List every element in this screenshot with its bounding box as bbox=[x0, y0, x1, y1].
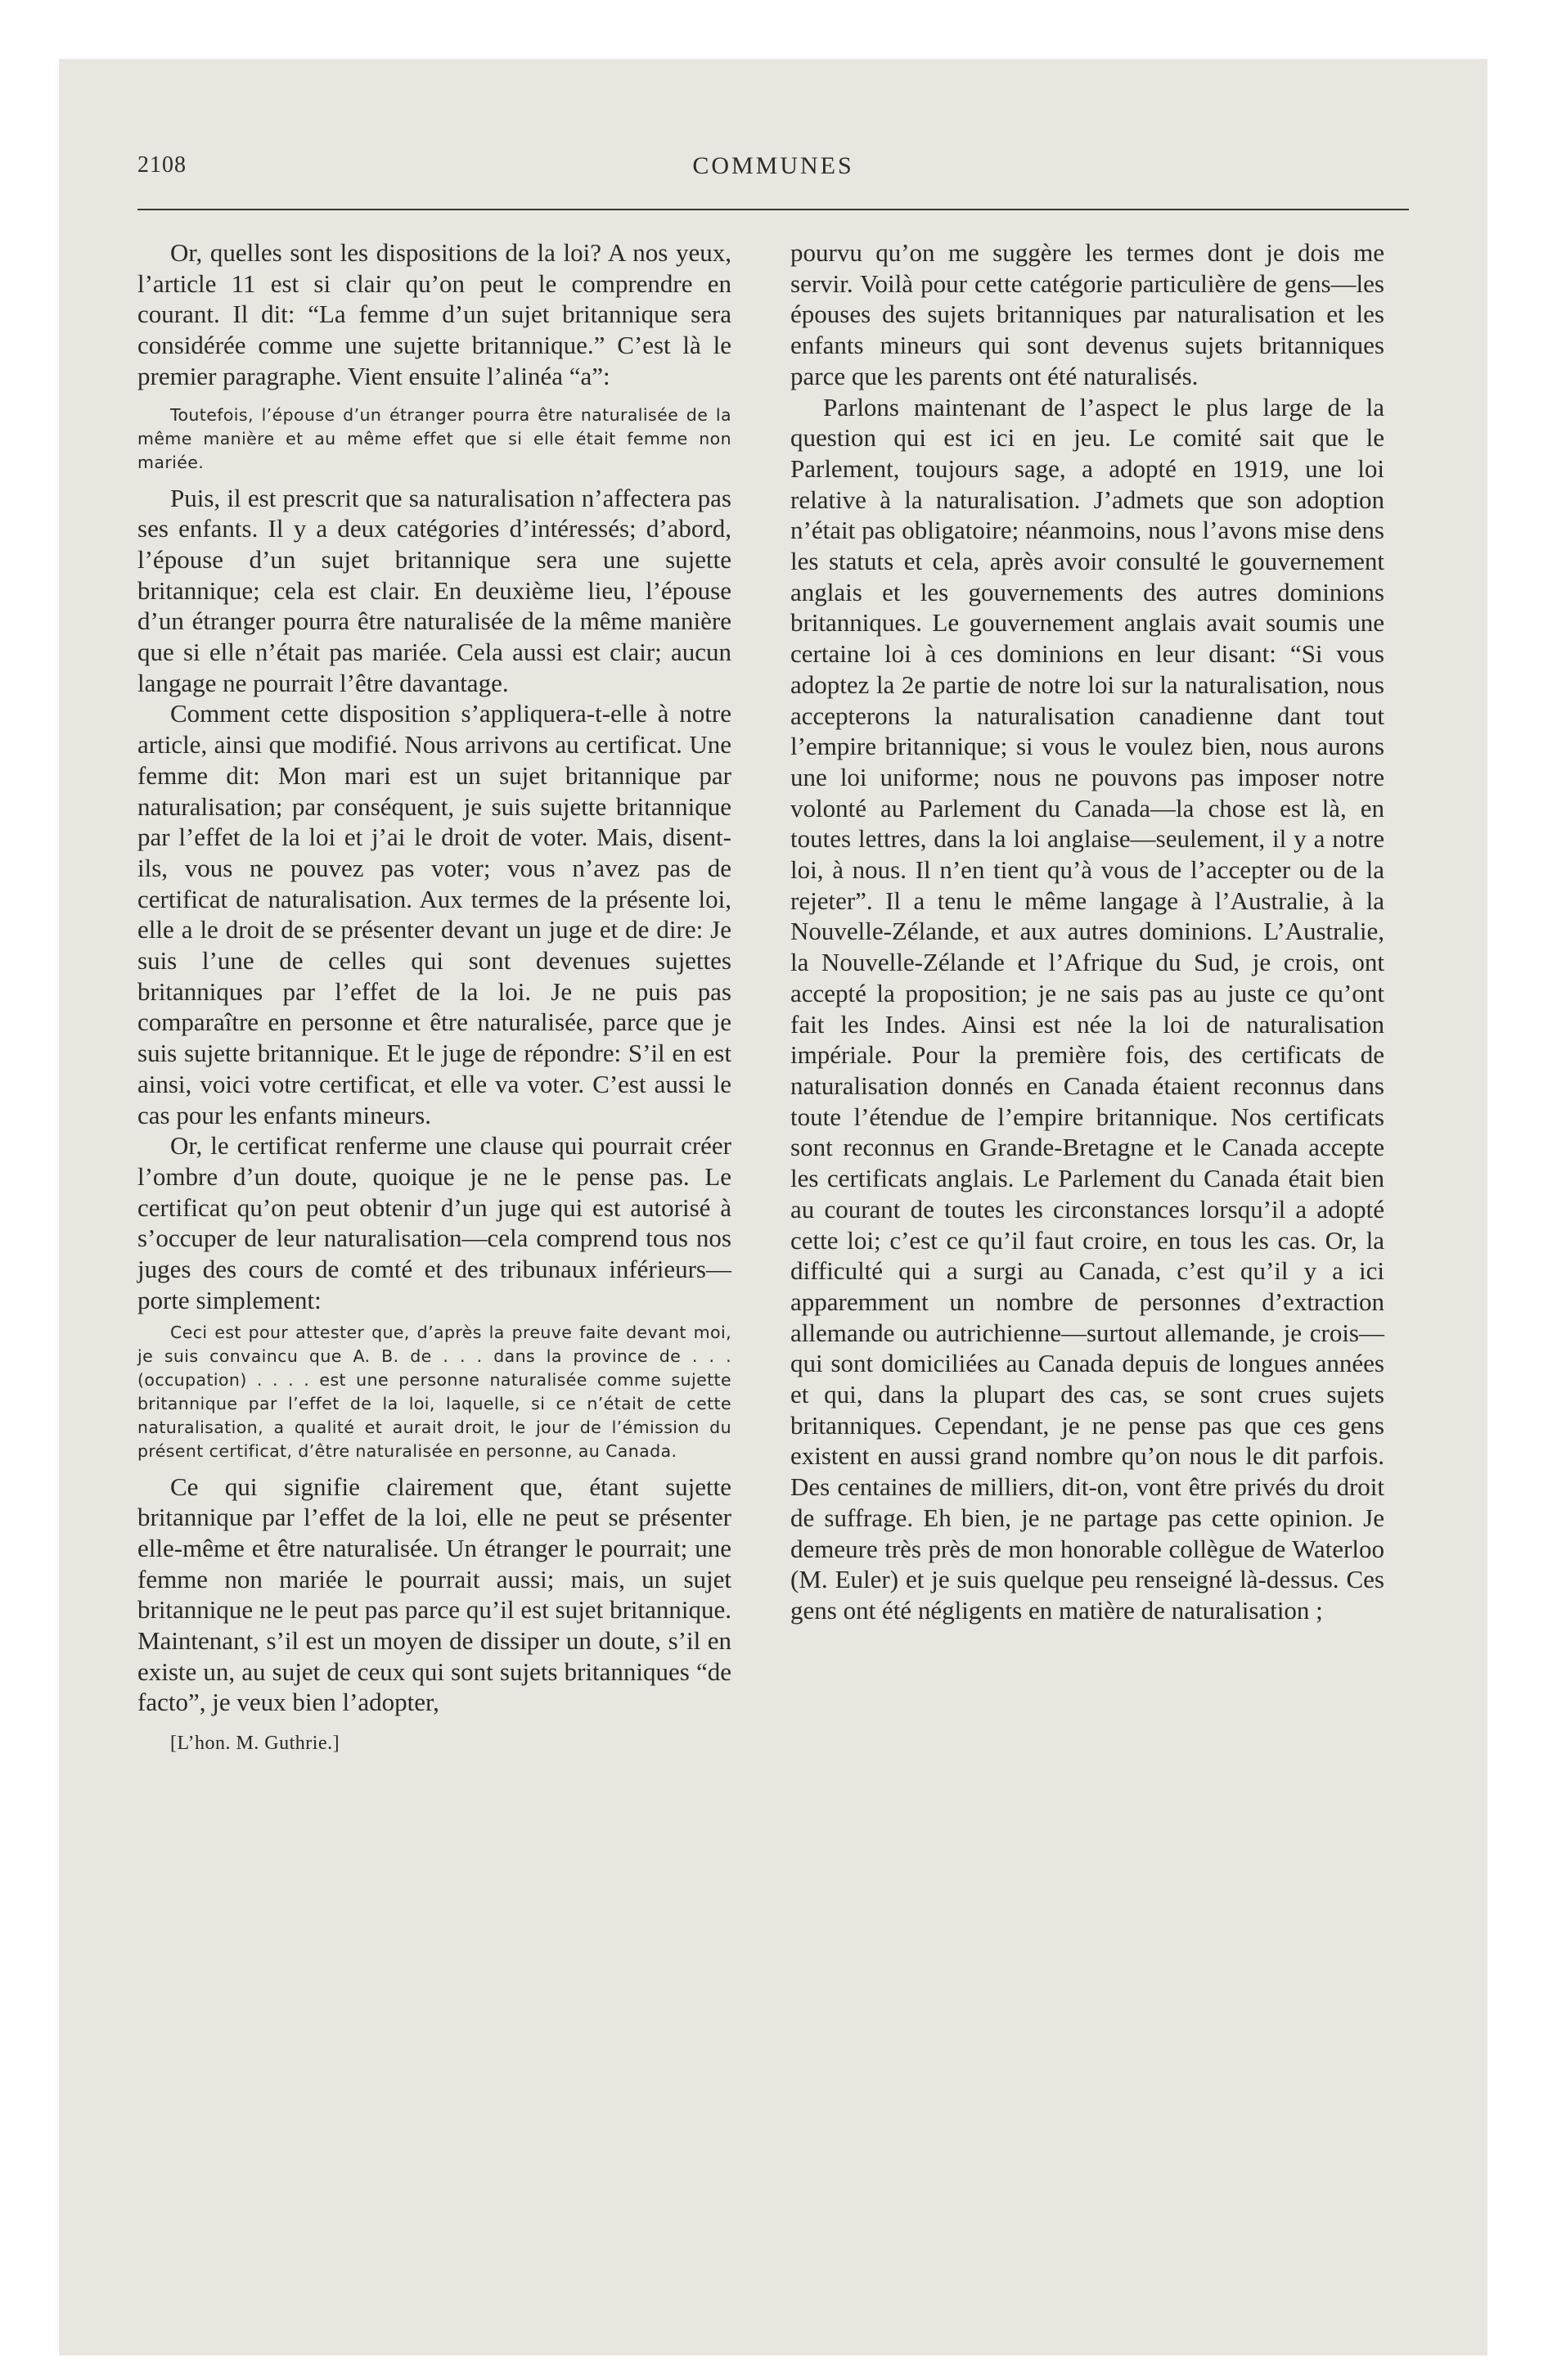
block-quote: Ceci est pour attester que, d’après la preuve faite devant moi, je suis convaincu que A. B. de . . . dans la province de . . . (occupation) . . . . est une personne naturalisée comme sujette britannique par l’effet de la loi, laquelle, si ce n’était de cette naturalisation, a qualité et aurait droit, le jour de l’émission du présent certificat, d’être naturalisée en personne, au Canada. bbox=[137, 1322, 731, 1461]
block-quote: Toutefois, l’épouse d’un étranger pourra être naturalisée de la même manière et au même effet que si elle était femme non mariée. bbox=[137, 404, 731, 472]
paragraph: Comment cette disposition s’appliquera-t-elle à notre article, ainsi que modifié. Nous arrivons au certificat. Une femme dit: Mon mari est un sujet britannique par naturalisation; par conséquent, je suis sujette britannique par l’effet de la loi et j’ai le droit de voter. Mais, disent-ils, vous ne pouvez pas voter; vous n’avez pas de certificat de naturalisation. Aux termes de la présente loi, elle a le droit de se présenter devant un juge et de dire: Je suis l’une de celles qui sont devenues sujettes britanniques par l’effet de la loi. Je ne puis pas comparaître en personne et être naturalisée, parce que je suis sujette britannique. Et le juge de répondre: S’il en est ainsi, voici votre certificat, et elle va voter. C’est aussi le cas pour les enfants mineurs. bbox=[137, 699, 731, 1129]
paragraph: pourvu qu’on me suggère les termes dont je dois me servir. Voilà pour cette catégorie particulière de gens—les épouses des sujets britanniques par naturalisation et les enfants mineurs qui sont devenus sujets britanniques parce que les parents ont été naturalisés. bbox=[790, 238, 1384, 390]
paragraph: Parlons maintenant de l’aspect le plus large de la question qui est ici en jeu. Le comité sait que le Parlement, toujours sage, a adopté en 1919, une loi relative à la naturalisation. J’admets que son adoption n’était pas obligatoire; néanmoins, nous l’avons mise dens les statuts et cela, après avoir consulté le gouvernement anglais et les gouvernements des autres dominions britanniques. Le gouvernement anglais avait soumis une certaine loi à ces dominions en leur disant: “Si vous adoptez la 2e partie de notre loi sur la naturalisation, nous accepterons la naturalisation canadienne dant tout l’empire britannique; si vous le voulez bien, nous aurons une loi uniforme; nous ne pouvons pas imposer notre volonté au Parlement du Canada—la chose est là, en toutes lettres, dans la loi anglaise—seulement, il y a notre loi, à nous. Il n’en tient qu’à vous de l’accepter ou de la rejeter”. Il a tenu le même langage à l’Australie, à la Nouvelle-Zélande, et aux autres dominions. L’Australie, la Nouvelle-Zélande et l’Afrique du Sud, je crois, ont accepté la proposition; je ne sais pas au juste ce qu’ont fait les Indes. Ainsi est née la loi de naturalisation impériale. Pour la première fois, des certificats de naturalisation donnés en Canada étaient reconnus dans toute l’étendue de l’empire britannique. Nos certificats sont reconnus en Grande-Bretagne et le Canada accepte les certificats anglais. Le Parlement du Canada était bien au courant de toutes les circonstances lorsqu’il a adopté cette loi; c’est ce qu’il faut croire, en tous les cas. Or, la difficulté qui a surgi au Canada, c’est qu’il y a ici apparemment un nombre de personnes d’extraction allemande ou autrichienne—surtout allemande, je crois—qui sont domiciliées au Canada depuis de longues années et qui, dans la plupart des cas, se sont crues sujets britanniques. Cependant, je ne pense pas que ces gens existent en aussi grand nombre qu’on nous le dit parfois. Des centaines de milliers, dit-on, vont être privés du droit de suffrage. Eh bien, je ne partage pas cette opinion. Je demeure très près de mon honorable collègue de Waterloo (M. Euler) et je suis quelque peu renseigné là-dessus. Ces gens ont été négligents en matière de naturalisation ; bbox=[790, 392, 1384, 1625]
paragraph: Or, quelles sont les dispositions de la loi? A nos yeux, l’article 11 est si clair qu’on peut le comprendre en courant. Il dit: “La femme d’un sujet britannique sera considérée comme une sujette britannique.” C’est là le premier paragraphe. Vient ensuite l’alinéa “a”: bbox=[137, 238, 731, 390]
paragraph: Ce qui signifie clairement que, étant sujette britannique par l’effet de la loi, elle ne peut se présenter elle-même et être naturalisée. Un étranger le pourrait; une femme non mariée le pourrait aussi; mais, un sujet britannique ne le peut pas parce qu’il est sujet britannique. Maintenant, s’il est un moyen de dissiper un doute, s’il en existe un, au sujet de ceux qui sont sujets britanniques “de facto”, je veux bien l’adopter, bbox=[137, 1472, 731, 1717]
page-header bbox=[137, 152, 1409, 193]
page-number: 2108 bbox=[137, 152, 187, 178]
running-head: COMMUNES bbox=[692, 152, 854, 179]
paragraph: Puis, il est prescrit que sa naturalisation n’affectera pas ses enfants. Il y a deux catégories d’intéressés; d’abord, l’épouse d’un sujet britannique sera une sujette britannique; cela est clair. En deuxième lieu, l’épouse d’un étranger pourra être naturalisée de la même manière que si elle n’était pas mariée. Cela aussi est clair; aucun langage ne pourrait l’être davantage. bbox=[137, 483, 731, 697]
left-column bbox=[137, 237, 731, 2275]
speaker-attribution: [L’hon. M. Guthrie.] bbox=[170, 1733, 340, 1755]
header-rule bbox=[137, 209, 1409, 210]
paragraph: Or, le certificat renferme une clause qui pourrait créer l’ombre d’un doute, quoique je ne le pense pas. Le certificat qu’on peut obtenir d’un juge qui est autorisé à s’occuper de leur naturalisation—cela comprend tous nos juges des cours de comté et des tribunaux inférieurs—porte simplement: bbox=[137, 1131, 731, 1314]
right-column bbox=[790, 237, 1384, 2275]
